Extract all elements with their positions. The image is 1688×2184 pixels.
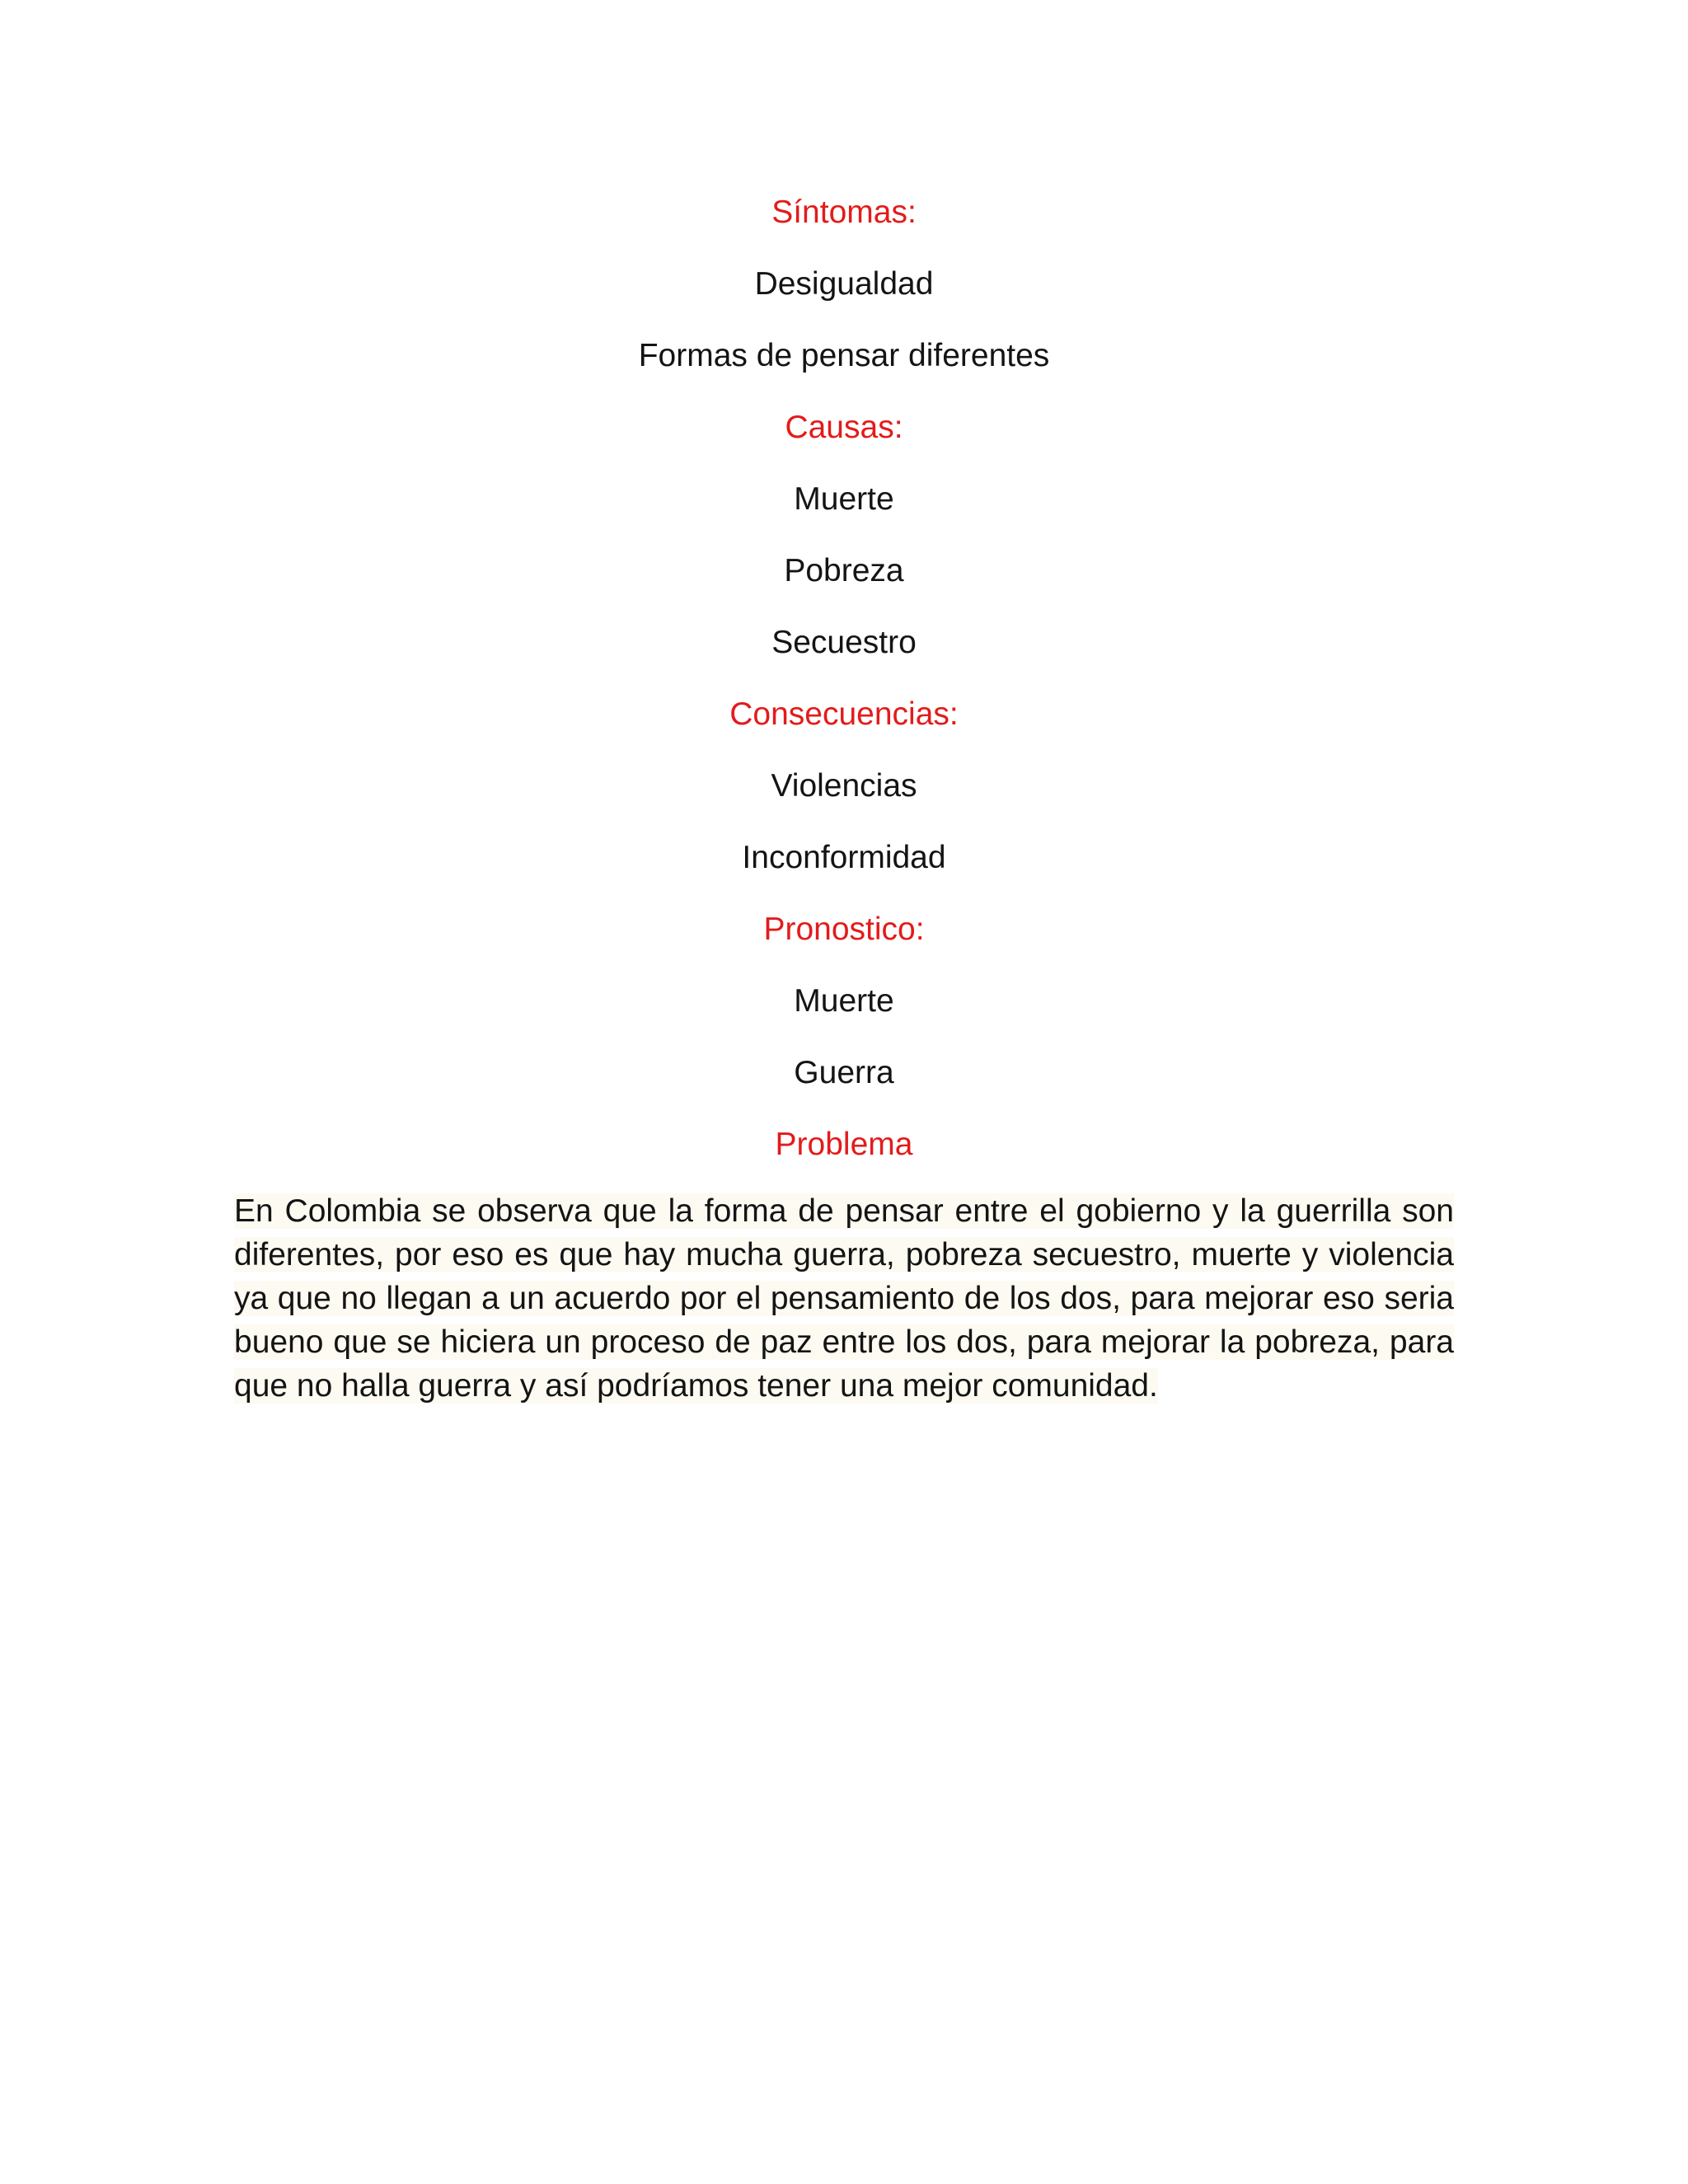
item-muerte-pronostico: Muerte <box>794 983 894 1019</box>
item-muerte: Muerte <box>794 481 894 517</box>
problem-paragraph-text: En Colombia se observa que la forma de pensar entre el gobierno y la guerrilla son diferentes, por eso es que hay mucha guerra, pobreza secuestro, muerte y violencia ya que no llegan a un acuerdo por el pensamiento de los dos, para mejorar eso seria bueno que se hiciera un proceso de paz entre los dos, para mejorar la pobreza, para que no halla guerra y así podríamos tener una mejor comunidad. <box>234 1193 1454 1404</box>
item-secuestro: Secuestro <box>771 625 917 660</box>
heading-consecuencias: Consecuencias: <box>729 696 959 732</box>
item-formas-de-pensar: Formas de pensar diferentes <box>638 338 1050 373</box>
outline-list <box>0 188 1688 1192</box>
item-guerra: Guerra <box>794 1055 894 1090</box>
item-inconformidad: Inconformidad <box>742 840 946 875</box>
heading-causas: Causas: <box>785 410 903 445</box>
item-desigualdad: Desigualdad <box>754 266 934 302</box>
heading-pronostico: Pronostico: <box>763 912 925 947</box>
item-pobreza: Pobreza <box>784 553 904 588</box>
problem-paragraph <box>234 1189 1454 1408</box>
item-violencias: Violencias <box>771 768 917 804</box>
heading-problema: Problema <box>775 1127 913 1162</box>
heading-sintomas: Síntomas: <box>771 194 917 230</box>
